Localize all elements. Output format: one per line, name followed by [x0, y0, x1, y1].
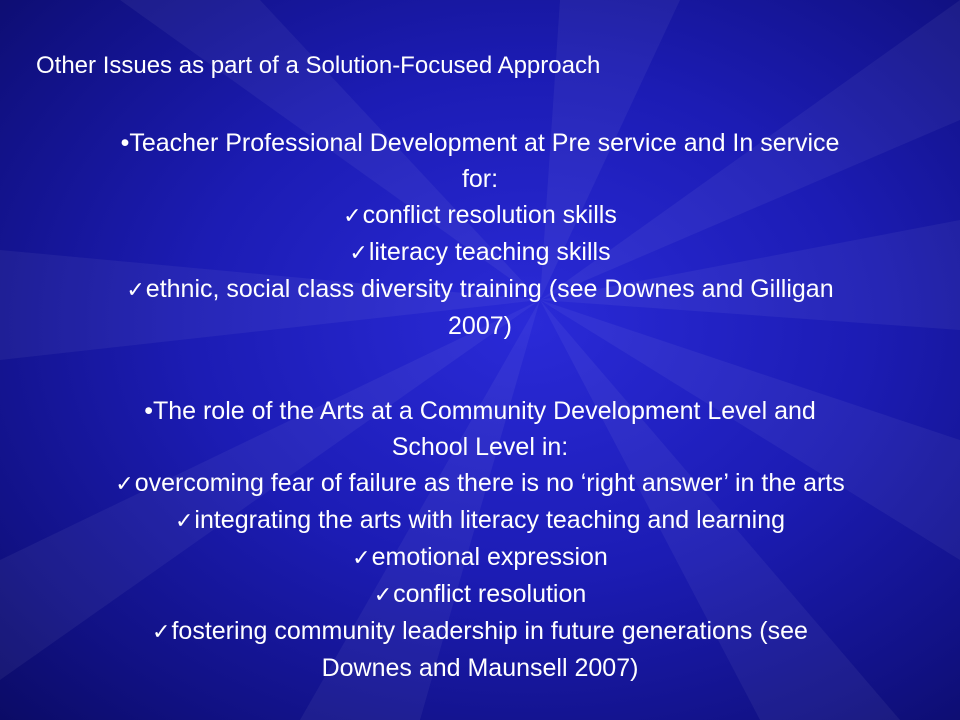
check-icon: ✓ — [152, 619, 171, 644]
check-icon: ✓ — [174, 508, 194, 533]
list-item-continuation: 2007) — [448, 312, 512, 340]
check-icon: ✓ — [373, 582, 393, 607]
list-item: ✓emotional expression — [0, 539, 960, 576]
section-heading-line: for: — [461, 165, 499, 193]
list-item: ✓literacy teaching skills — [0, 234, 960, 271]
check-icon: ✓ — [115, 471, 134, 496]
check-icon: ✓ — [349, 240, 368, 265]
list-item: ✓integrating the arts with literacy teaching and learning — [0, 502, 960, 539]
bullet-icon: • — [144, 397, 153, 425]
section-teacher-development — [0, 125, 960, 344]
section-heading-line: School Level in: — [391, 433, 569, 461]
check-icon: ✓ — [352, 545, 371, 570]
list-item: ✓ethnic, social class diversity training (see Downes and Gilligan — [0, 271, 960, 308]
bullet-icon: • — [120, 129, 130, 157]
slide-title: Other Issues as part of a Solution-Focused Approach — [36, 52, 601, 79]
list-item: ✓fostering community leadership in future generations (see — [0, 613, 960, 650]
list-item: ✓conflict resolution skills — [0, 197, 960, 234]
section-heading-line: •Teacher Professional Development at Pre service and In service — [120, 129, 840, 157]
check-icon: ✓ — [126, 277, 145, 302]
check-icon: ✓ — [343, 203, 362, 228]
list-item-continuation: Downes and Maunsell 2007) — [321, 654, 639, 682]
list-item: ✓overcoming fear of failure as there is no ‘right answer’ in the arts — [0, 465, 960, 502]
section-arts-role — [0, 393, 960, 686]
list-item: ✓conflict resolution — [0, 576, 960, 613]
section-heading-line: •The role of the Arts at a Community Development Level and — [144, 397, 816, 425]
